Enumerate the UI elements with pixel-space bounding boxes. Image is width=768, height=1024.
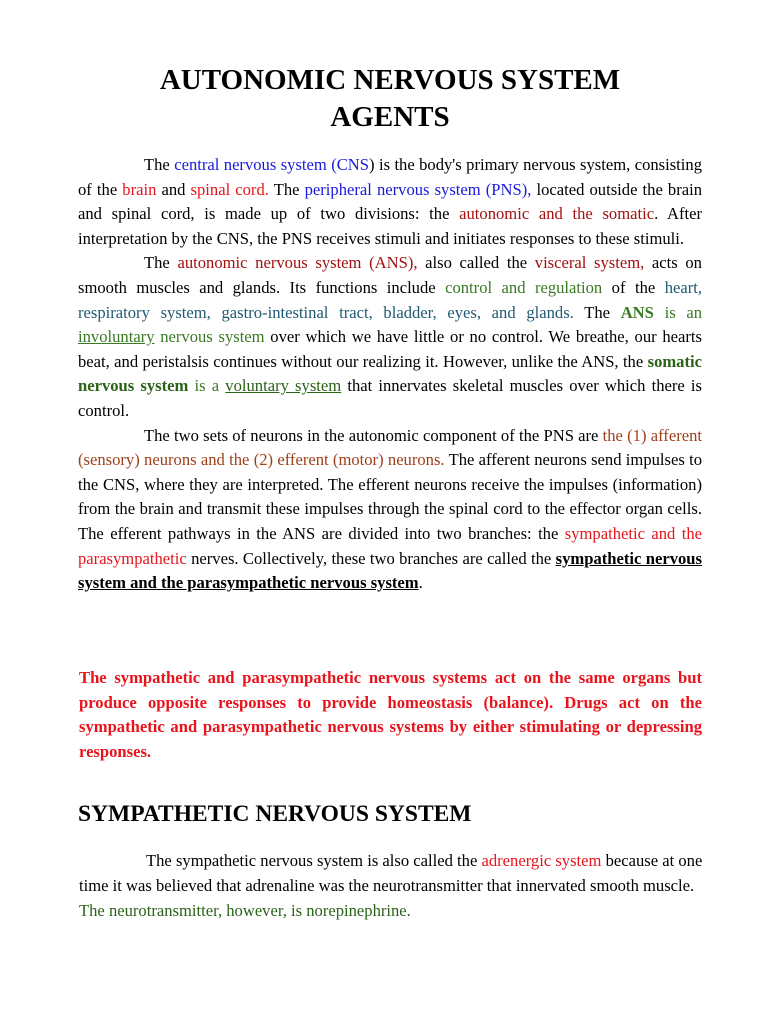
term-control-regulation: control and regulation — [445, 277, 603, 297]
text-run: because at one time it was believed that adrenaline was the neurotransmitter that innervated smooth muscle. — [79, 851, 703, 895]
term-somatic-nervous-system: somatic nervous system — [78, 351, 702, 396]
paragraph-ans — [78, 251, 702, 423]
body-text — [78, 153, 702, 596]
text-run: also called the — [417, 253, 535, 273]
term-ans-bold: ANS — [620, 302, 654, 322]
term-spinal-cord: spinal cord. — [190, 179, 269, 199]
text-run: nerves. Collectively, these two branches are called the — [186, 548, 556, 568]
title-line-1: AUTONOMIC NERVOUS SYSTEM — [159, 64, 621, 96]
term-voluntary-system: voluntary system — [225, 376, 342, 396]
term-visceral-system: visceral system, — [534, 253, 645, 273]
term-sns-pns-bold: sympathetic nervous system and the parasympathetic nervous system — [78, 548, 702, 593]
highlight-callout: The sympathetic and parasympathetic nervous systems act on the same organs but produce opposite responses to provide homeostasis (balance). Drugs act on the sympathetic and parasympathetic nervous systems by either stimulating or depressing responses. — [79, 668, 702, 761]
text-run: is a — [188, 376, 226, 396]
term-afferent-efferent: the (1) afferent (sensory) neurons and the (2) efferent (motor) neurons. — [78, 425, 702, 470]
text-run: The afferent neurons send impulses to the CNS, where they are interpreted. The efferent neurons receive the impulses (information) from the brain and transmit these impulses through the spinal cord to the effector organ cells. The efferent pathways in the ANS are divided into two branches: the — [78, 450, 703, 543]
section-heading: SYMPATHETIC NERVOUS SYSTEM — [78, 801, 472, 827]
term-brain: brain — [122, 179, 157, 199]
text-run: acts on smooth muscles and glands. Its functions include — [78, 253, 702, 297]
text-run: of the — [602, 277, 665, 297]
term-cns: central nervous system (CNS — [174, 155, 370, 174]
document-title — [78, 62, 702, 136]
paragraph-neurons — [78, 424, 702, 596]
text-run: The two sets of neurons in the autonomic component of the PNS are — [144, 425, 603, 445]
text-run: The — [144, 253, 178, 273]
text-run: over which we have little or no control. We breathe, our hearts beat, and peristalsis continues without our realizing it. However, unlike the ANS, the — [78, 327, 702, 371]
term-sympathetic-parasympathetic: sympathetic and the parasympathetic — [78, 523, 703, 568]
text-run: The — [573, 302, 621, 322]
term-ans: autonomic nervous system (ANS), — [177, 253, 418, 273]
paragraph-cns-pns — [78, 153, 702, 251]
text-run: The — [268, 179, 305, 199]
title-line-2: AGENTS — [330, 101, 450, 133]
text-run: that innervates skeletal muscles over which there is control. — [78, 376, 703, 420]
text-run: ) is the body's primary nervous system, consisting of the — [78, 155, 702, 199]
text-run: is an — [653, 302, 703, 322]
term-norepinephrine: The neurotransmitter, however, is norepinephrine. — [79, 901, 411, 920]
text-run: . — [418, 573, 423, 593]
text-run: The sympathetic nervous system is also called the — [146, 851, 482, 870]
text-run: located outside the brain and spinal cord, is made up of two divisions: the — [78, 179, 702, 224]
text-run: and — [156, 179, 191, 199]
term-adrenergic-system: adrenergic system — [481, 851, 602, 870]
paragraph-sympathetic — [79, 848, 703, 923]
text-run: . After interpretation by the CNS, the PNS receives stimuli and initiates responses to these stimuli. — [78, 204, 702, 248]
term-nervous-system: nervous system — [154, 327, 265, 347]
term-organs-list: heart, respiratory system, gastro-intestinal tract, bladder, eyes, and glands. — [78, 277, 702, 322]
text-run: The — [144, 155, 175, 174]
term-pns: peripheral nervous system (PNS), — [304, 179, 532, 199]
term-involuntary: involuntary — [78, 327, 155, 347]
term-autonomic-somatic: autonomic and the somatic — [459, 204, 655, 224]
